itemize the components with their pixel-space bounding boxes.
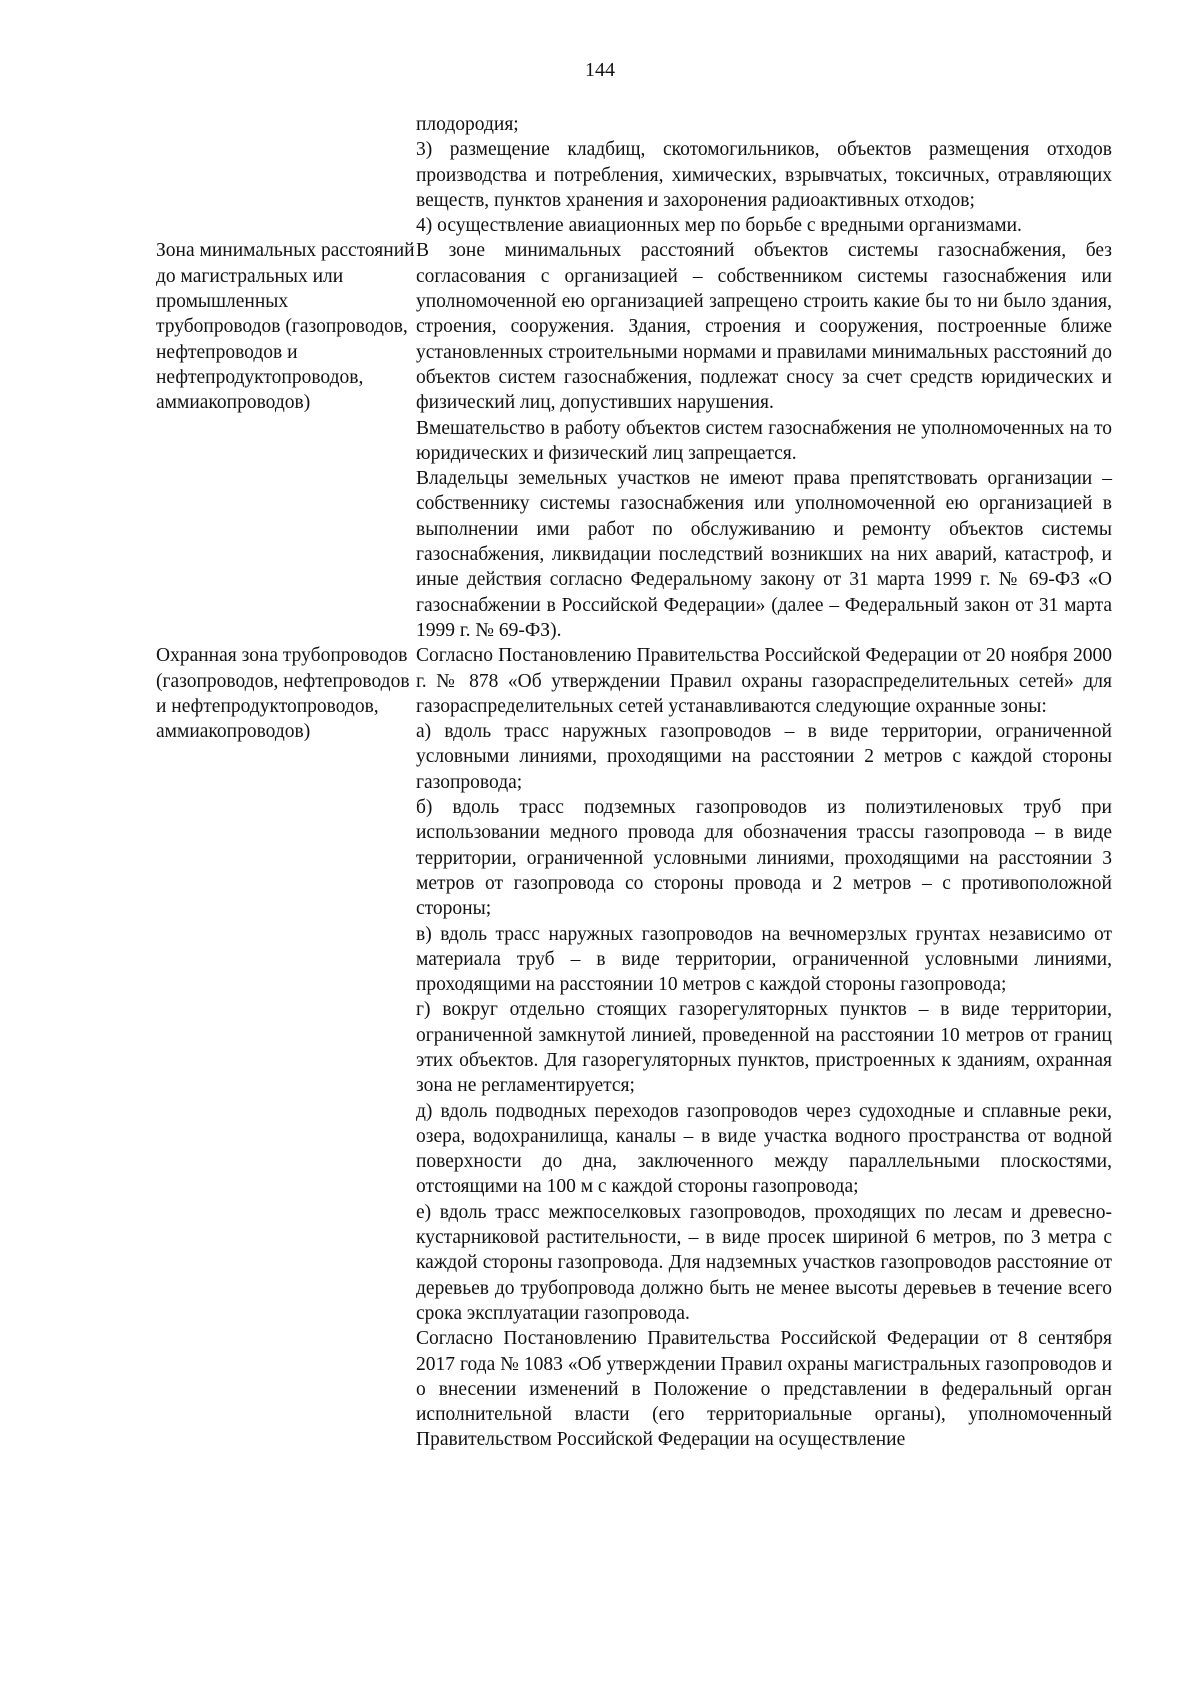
paragraph: Согласно Постановлению Правительства Российской Федерации от 8 сентября 2017 года № 1083 «Об утверждении Правил охраны магистральных газопроводов и о внесении изменений в Положение о представлении в федеральный орган исполнительной власти (его территориальные органы), уполномоченный Правительством Российской Федерации на осуществление <box>416 1328 1112 1451</box>
zone-description-cell <box>416 643 1112 1453</box>
zone-description-cell <box>416 112 1112 238</box>
paragraph: б) вдоль трасс подземных газопроводов из полиэтиленовых труб при использовании медного провода для обозначения трассы газопровода – в виде территории, ограниченной условными линиями, проходящими на расстоянии 3 метров от газопровода со стороны провода и 2 метров – с противоположной стороны; <box>416 797 1112 920</box>
paragraph: д) вдоль подводных переходов газопроводов через судоходные и сплавные реки, озера, водохранилища, каналы – в виде участка водного пространства от водной поверхности до дна, заключенного между параллельными плоскостями, отстоящими на 100 м с каждой стороны газопровода; <box>416 1100 1112 1198</box>
paragraph: В зоне минимальных расстояний объектов системы газоснабжения, без согласования с организацией – собственником системы газоснабжения или уполномоченной ею организацией запрещено строить какие бы то ни было здания, строения, сооружения. Здания, строения и сооружения, построенные ближе установленных строительными нормами и правилами минимальных расстояний до объектов систем газоснабжения, подлежат сносу за счет средств юридических и физический лиц, допустивших нарушения. <box>416 240 1112 414</box>
paragraph: г) вокруг отдельно стоящих газорегуляторных пунктов – в виде территории, ограниченной замкнутой линией, проведенной на расстоянии 10 метров от границ этих объектов. Для газорегуляторных пунктов, пристроенных к зданиям, охранная зона не регламентируется; <box>416 999 1112 1097</box>
table-row <box>156 643 1112 1453</box>
paragraph: плодородия; <box>416 114 519 135</box>
table-row <box>156 238 1112 643</box>
table-row <box>156 112 1112 238</box>
page-number: 144 <box>585 59 615 81</box>
zone-name: Зона минимальных расстояний до магистральных или промышленных трубопроводов (газопроводов, нефтепроводов и нефтепродуктопроводов, аммиакопроводов) <box>156 240 415 414</box>
paragraph: Владельцы земельных участков не имеют права препятствовать организации – собственнику системы газоснабжения или уполномоченной ею организацией в выполнении ими работ по обслуживанию и ремонту объектов системы газоснабжения, ликвидации последствий возникших на них аварий, катастроф, и иные действия согласно Федеральному закону от 31 марта 1999 г. № 69-ФЗ «О газоснабжении в Российской Федерации» (далее – Федеральный закон от 31 марта 1999 г. № 69-ФЗ). <box>416 468 1112 641</box>
paragraph: е) вдоль трасс межпоселковых газопроводов, проходящих по лесам и древесно-кустарниковой растительности, – в виде просек шириной 6 метров, по 3 метра с каждой стороны газопровода. Для надземных участков газопроводов расстояние от деревьев до трубопровода должно быть не менее высоты деревьев в течение всего срока эксплуатации газопровода. <box>416 1201 1112 1324</box>
zone-name: Охранная зона трубопроводов (газопроводов, нефтепроводов и нефтепродуктопроводов, аммиакопроводов) <box>156 645 410 743</box>
paragraph: Вмешательство в работу объектов систем газоснабжения не уполномоченных на то юридических и физический лиц запрещается. <box>416 417 1112 464</box>
document-table <box>156 112 1112 1453</box>
paragraph: 3) размещение кладбищ, скотомогильников, объектов размещения отходов производства и потребления, химических, взрывчатых, токсичных, отравляющих веществ, пунктов хранения и захоронения радиоактивных отходов; <box>416 139 1112 211</box>
paragraph: в) вдоль трасс наружных газопроводов на вечномерзлых грунтах независимо от материала труб – в виде территории, ограниченной условными линиями, проходящими на расстоянии 10 метров с каждой стороны газопровода; <box>416 923 1112 996</box>
zone-description-cell <box>416 238 1112 643</box>
paragraph: Согласно Постановлению Правительства Российской Федерации от 20 ноября 2000 г. № 878 «Об утверждении Правил охраны газораспределительных сетей» для газораспределительных сетей устанавливаются следующие охранные зоны: <box>416 645 1112 717</box>
paragraph: а) вдоль трасс наружных газопроводов – в виде территории, ограниченной условными линиями, проходящими на расстоянии 2 метров с каждой стороны газопровода; <box>416 721 1112 793</box>
zone-name-cell <box>156 238 416 643</box>
zone-name-cell <box>156 112 416 238</box>
zone-name-cell <box>156 643 416 1453</box>
paragraph: 4) осуществление авиационных мер по борьбе с вредными организмами. <box>416 215 1022 237</box>
